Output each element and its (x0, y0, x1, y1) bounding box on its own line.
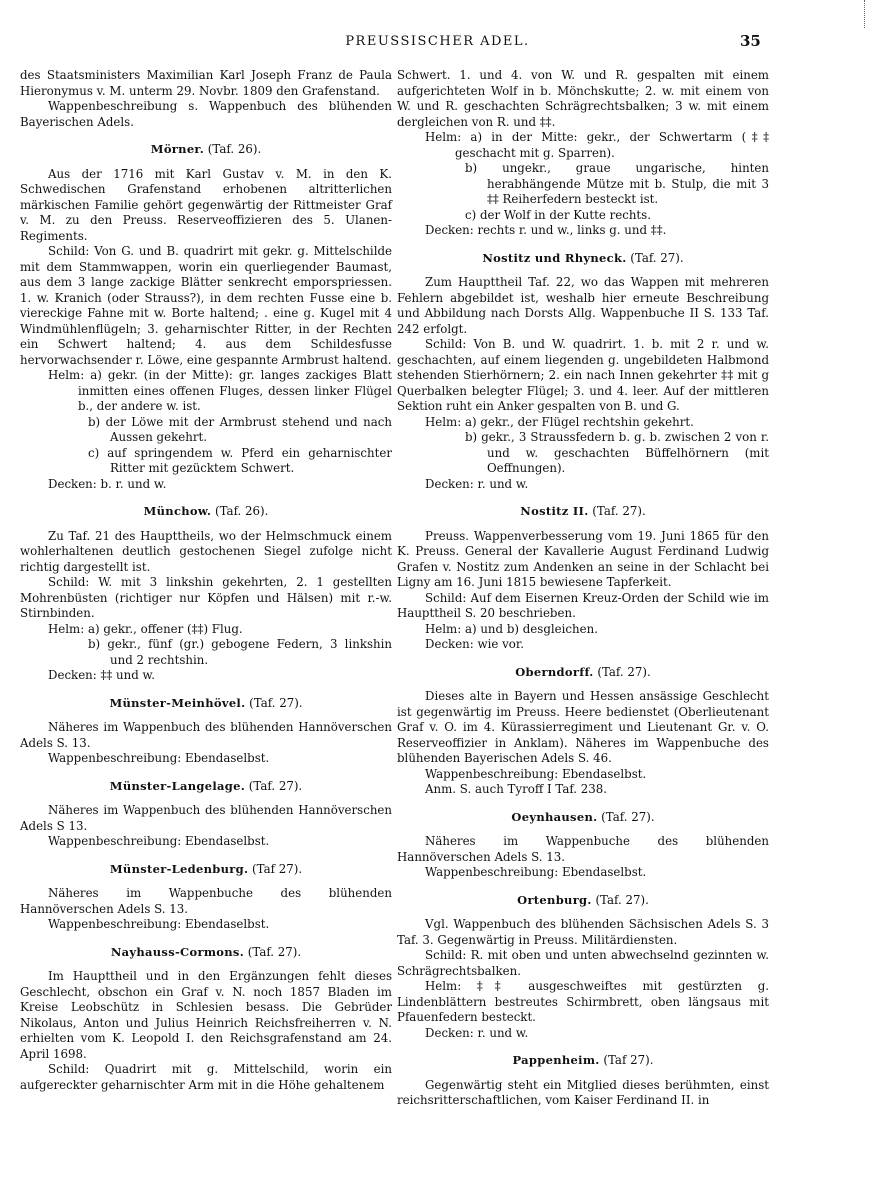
paragraph: Zu Taf. 21 des Haupttheils, wo der Helmschmuck einem wohlerhaltenen deutlich gestochenen Siegel zufolge nicht richtig dargestellt ist. (20, 528, 392, 574)
helm-description: Helm: a) gekr. (in der Mitte): gr. langes zackiges Blatt inmitten eines offenen Fluges, dessen linker Flügel b., der andere w. ist. (48, 368, 392, 413)
paragraph: Wappenbeschreibung: Ebendaselbst. (425, 766, 647, 781)
plate-reference: (Taf. 26). (214, 504, 269, 518)
paragraph: Gegenwärtig steht ein Mitglied dieses berühmten, einst reichsritterschaftlichen, vom Kaiser Ferdinand II. in (397, 1077, 769, 1107)
page-number: 35 (740, 32, 761, 50)
helm-description: Helm: a) und b) desgleichen. (425, 621, 598, 636)
scan-edge-mark (856, 0, 865, 28)
entry-heading (397, 665, 769, 681)
entry-heading (397, 504, 769, 520)
mantling-description: Decken: r. und w. (425, 1025, 529, 1040)
paragraph: des Staatsministers Maximilian Karl Joseph Franz de Paula Hieronymus v. M. unterm 29. Novbr. 1809 den Grafenstand. (20, 68, 392, 98)
entry-heading (20, 142, 392, 158)
entry-heading (397, 893, 769, 909)
paragraph: Wappenbeschreibung s. Wappenbuch des blühenden Bayerischen Adels. (20, 99, 392, 129)
paragraph: Schwert. 1. und 4. von W. und R. gespalten mit einem aufgerichteten Wolf in b. Mönchskutte; 2. w. mit einem von W. und R. geschachten Schrägrechtsbalken; 3 w. mit einem dergleichen von R. und ‡‡. (397, 68, 769, 129)
annotation: Anm. S. auch Tyroff I Taf. 238. (425, 782, 608, 796)
plate-reference: (Taf. 27). (597, 664, 651, 679)
helm-description: b) gekr., fünf (gr.) gebogene Federn, 3 linkshin und 2 rechtshin. (88, 637, 392, 667)
entry-heading (20, 945, 392, 961)
plate-reference: (Taf. 27). (248, 778, 303, 793)
entry-name: Münster-Ledenburg. (109, 861, 249, 876)
helm-description: b) der Löwe mit der Armbrust stehend und nach Aussen gekehrt. (88, 414, 392, 444)
plate-reference: (Taf. 27). (595, 892, 649, 907)
helm-description: c) auf springendem w. Pferd ein geharnischter Ritter mit gezücktem Schwert. (88, 445, 392, 475)
entry-name: Nostitz II. (520, 504, 589, 518)
helm-description: Helm: ‡‡ ausgeschweiftes mit gestürzten g. Lindenblättern bestreutes Schirmbrett, oben längsaus mit Pfauenfedern besteckt. (397, 979, 769, 1024)
shield-description: Schild: Von G. und B. quadrirt mit gekr. g. Mittelschilde mit dem Stammwappen, worin ein querliegender Baumast, aus dem 3 lange zackige Blätter senkrecht emporspriessen. 1. w. Kranich (oder Strauss?), in dem rechten Fusse eine b. viereckige Fahne mit w. Borte haltend; . eine g. Kugel mit 4 Windmühlenflügeln; 3. geharnischter Ritter, in der Rechten ein Schwert haltend; 4. aus dem Schildesfusse hervorwachsender r. Löwe, eine gespannte Armbrust haltend. (20, 244, 392, 367)
shield-description: Schild: Auf dem Eisernen Kreuz-Orden der Schild wie im Haupttheil S. 20 beschrieben. (397, 590, 769, 620)
paragraph: Dieses alte in Bayern und Hessen ansässige Geschlecht ist gegenwärtig im Preuss. Heere bedienstet (Oberlieutenant Graf v. O. im 4. Kürassierregiment und Lieutenant Gr. v. O. Reserveoffizier in Anklam). Näheres im Wappenbuche des blühenden Bayerischen Adels S. 46. (397, 689, 769, 765)
paragraph: Näheres im Wappenbuche des blühenden Hannöverschen Adels S. 13. (397, 834, 769, 864)
entry-name: Nayhauss-Cormons. (110, 944, 245, 959)
entry-heading (397, 251, 769, 267)
entry-name: Münster-Meinhövel. (109, 695, 246, 710)
shield-description: Schild: W. mit 3 linkshin gekehrten, 2. 1 gestellten Mohrenbüsten (richtiger nur Köpfen und Hälsen) mit r.-w. Stirnbinden. (20, 575, 392, 620)
entry-heading (20, 504, 392, 520)
entry-name: Nostitz und Rhyneck. (482, 250, 627, 265)
shield-description: Schild: Von B. und W. quadrirt. 1. b. mit 2 r. und w. geschachten, auf einem liegenden g. ungebildeten Halbmond stehenden Stierhörnern; 2. ein nach Innen gekehrter ‡‡ mit g Querbalken belegter Flügel; 3. und 4. leer. Auf der mittleren Sektion ruht ein Anker gespalten von B. und G. (397, 337, 769, 413)
plate-reference: (Taf. 27). (247, 944, 302, 959)
entry-name: Pappenheim. (512, 1053, 600, 1067)
paragraph: Preuss. Wappenverbesserung vom 19. Juni 1865 für den K. Preuss. General der Kavallerie August Ferdinand Ludwig Grafen v. Nostitz zum Andenken an seine in der Schlacht bei Ligny am 16. Juni 1815 bewiesene Tapferkeit. (397, 528, 769, 589)
helm-description: c) der Wolf in der Kutte rechts. (465, 207, 651, 222)
right-column (397, 68, 769, 1109)
entry-heading (20, 696, 392, 712)
paragraph: Wappenbeschreibung: Ebendaselbst. (425, 865, 647, 879)
paragraph: Wappenbeschreibung: Ebendaselbst. (48, 917, 270, 931)
plate-reference: (Taf 27). (252, 861, 303, 876)
mantling-description: Decken: r. und w. (425, 476, 529, 491)
entry-heading (20, 779, 392, 795)
entry-name: Mörner. (150, 142, 205, 156)
entry-heading (20, 862, 392, 878)
entry-name: Ortenburg. (517, 892, 592, 907)
paragraph: Zum Haupttheil Taf. 22, wo das Wappen mit mehreren Fehlern abgebildet ist, weshalb hier erneute Beschreibung und Abbildung nach Dorsts Allg. Wappenbuche II S. 133 Taf. 242 erfolgt. (397, 275, 769, 336)
mantling-description: Decken: ‡‡ und w. (48, 668, 155, 682)
paragraph: Wappenbeschreibung: Ebendaselbst. (48, 751, 270, 765)
plate-reference: (Taf. 27). (249, 695, 303, 710)
running-header: PREUSSISCHER ADEL. (345, 34, 530, 49)
paragraph: Im Haupttheil und in den Ergänzungen fehlt dieses Geschlecht, obschon ein Graf v. N. noch 1857 Bladen im Kreise Leobschütz in Schlesien besass. Die Gebrüder Nikolaus, Anton und Julius Heinrich Reichsfreiherren v. N. erhielten vom K. Leopold I. den Reichsgrafenstand am 24. April 1698. (20, 969, 392, 1061)
plate-reference: (Taf. 26). (207, 142, 262, 156)
paragraph: Vgl. Wappenbuch des blühenden Sächsischen Adels S. 3 Taf. 3. Gegenwärtig in Preuss. Militärdiensten. (397, 917, 769, 947)
left-column (20, 68, 392, 1093)
shield-description: Schild: Quadrirt mit g. Mittelschild, worin ein aufgereckter geharnischter Arm mit in die Höhe gehaltenem (20, 1062, 392, 1092)
entry-name: Münchow. (143, 504, 212, 518)
entry-name: Oberndorff. (515, 664, 594, 679)
entry-heading (397, 810, 769, 826)
paragraph: Näheres im Wappenbuche des blühenden Hannöverschen Adels S. 13. (20, 886, 392, 916)
paragraph: Näheres im Wappenbuch des blühenden Hannöverschen Adels S 13. (20, 803, 392, 833)
paragraph: Wappenbeschreibung: Ebendaselbst. (48, 834, 270, 848)
plate-reference: (Taf. 27). (601, 809, 655, 824)
mantling-description: Decken: wie vor. (425, 637, 524, 651)
shield-description: Schild: R. mit oben und unten abwechselnd gezinnten w. Schrägrechtsbalken. (397, 948, 769, 978)
helm-description: b) ungekr., graue ungarische, hinten herabhängende Mütze mit b. Stulp, die mit 3 ‡‡ Reiherfedern besteckt ist. (465, 161, 769, 206)
mantling-description: Decken: b. r. und w. (48, 476, 167, 491)
mantling-description: Decken: rechts r. und w., links g. und ‡‡. (425, 223, 667, 237)
plate-reference: (Taf 27). (603, 1053, 654, 1067)
paragraph: Näheres im Wappenbuch des blühenden Hannöverschen Adels S. 13. (20, 720, 392, 750)
entry-heading (397, 1053, 769, 1069)
helm-description: Helm: a) gekr., offener (‡‡) Flug. (48, 621, 243, 636)
entry-name: Oeynhausen. (511, 809, 598, 824)
helm-description: b) gekr., 3 Straussfedern b. g. b. zwischen 2 von r. und w. geschachten Büffelhörnern (mit Oeffnungen). (465, 430, 769, 475)
helm-description: Helm: a) in der Mitte: gekr., der Schwertarm (‡‡ geschacht mit g. Sparren). (425, 130, 769, 160)
plate-reference: (Taf. 27). (592, 504, 646, 518)
paragraph: Aus der 1716 mit Karl Gustav v. M. in den K. Schwedischen Grafenstand erhobenen altritterlichen märkischen Familie gehört gegenwärtig der Rittmeister Graf v. M. zu den Preuss. Reserveoffizieren des 5. Ulanen-Regiments. (20, 166, 392, 243)
entry-name: Münster-Langelage. (109, 778, 246, 793)
helm-description: Helm: a) gekr., der Flügel rechtshin gekehrt. (425, 414, 694, 429)
plate-reference: (Taf. 27). (630, 250, 684, 265)
